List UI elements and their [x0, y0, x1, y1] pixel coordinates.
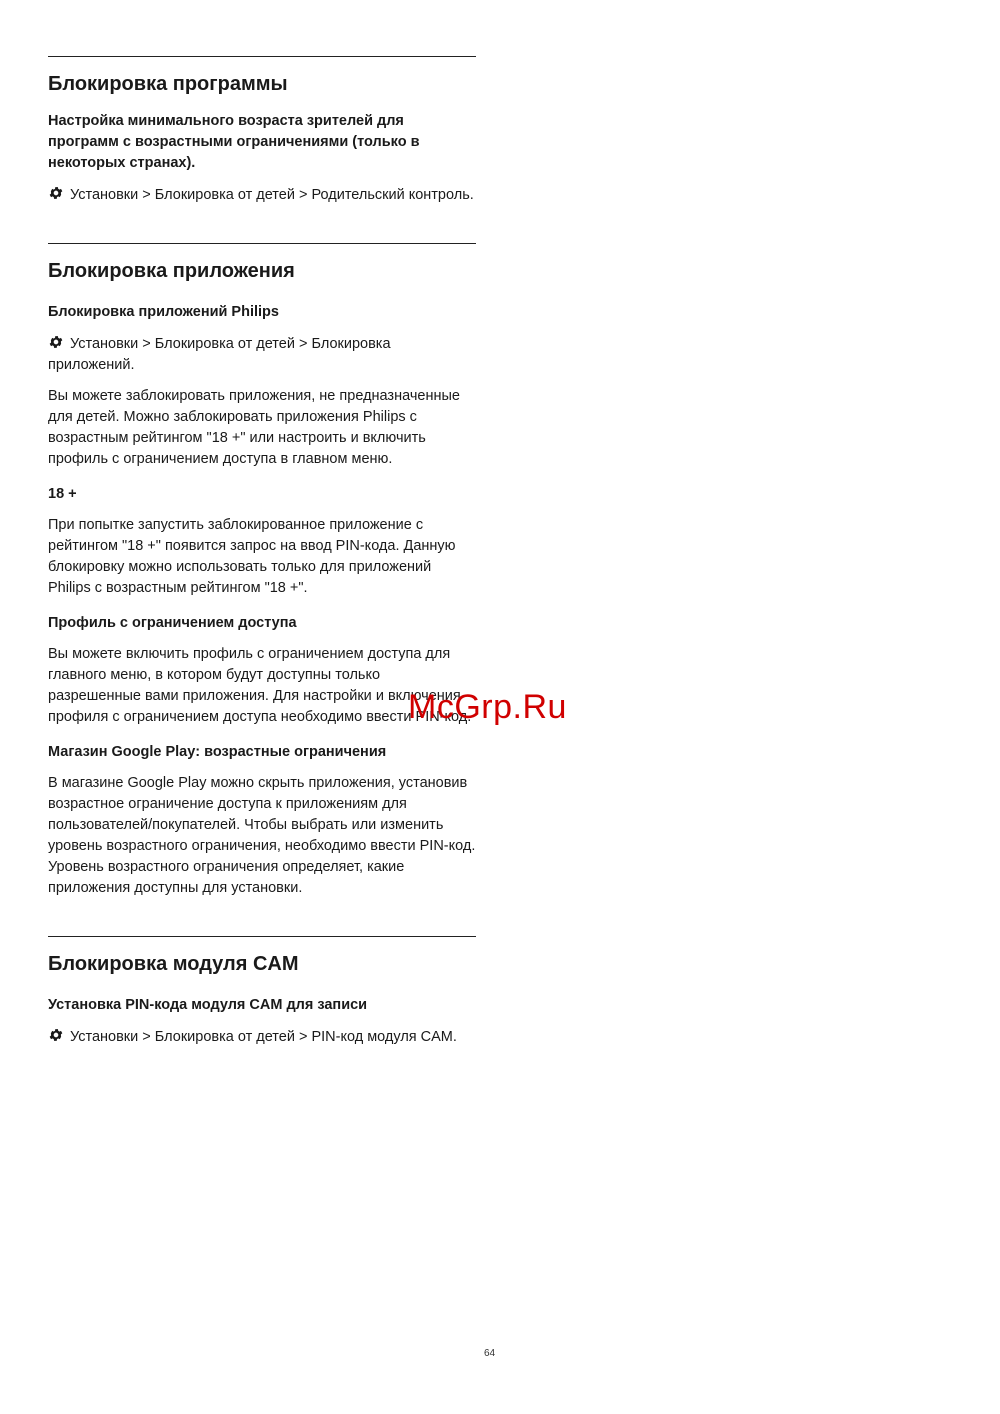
subsection-title-profile: Профиль с ограничением доступа	[48, 615, 297, 631]
section-program-lock	[48, 56, 476, 206]
settings-path	[48, 1027, 476, 1048]
section-subtitle: Установка PIN-кода модуля CAM для записи	[48, 997, 368, 1013]
page-content	[48, 56, 476, 1048]
section-divider	[48, 243, 476, 244]
gear-icon	[48, 334, 64, 350]
gear-icon	[48, 185, 64, 201]
section-title: Блокировка модуля CAM	[48, 953, 299, 975]
page-number: 64	[484, 1348, 496, 1359]
section-divider	[48, 936, 476, 937]
section-title: Блокировка приложения	[48, 260, 295, 282]
settings-path	[48, 334, 476, 376]
section-app-lock	[48, 243, 476, 899]
section-title: Блокировка программы	[48, 73, 288, 95]
section-cam-lock	[48, 936, 476, 1048]
settings-path-text: Установки > Блокировка от детей > Родительский контроль.	[70, 187, 474, 203]
subsection-title-18: 18 +	[48, 486, 77, 502]
section-divider	[48, 56, 476, 57]
intro-paragraph: Вы можете заблокировать приложения, не предназначенные для детей. Можно заблокировать приложения Philips с возрастным рейтингом "18 +" или настроить и включить профиль с ограничением доступа в главном меню.	[48, 388, 460, 467]
paragraph-google: В магазине Google Play можно скрыть приложения, установив возрастное ограничение доступа к приложениям для пользователей/покупателей. Чтобы выбрать или изменить уровень возрастного ограничения, необходимо ввести PIN-код. Уровень возрастного ограничения определяет, какие приложения доступны для установки.	[48, 775, 476, 896]
section-subtitle: Блокировка приложений Philips	[48, 304, 279, 320]
subsection-title-google: Магазин Google Play: возрастные ограничения	[48, 744, 387, 760]
settings-path-text: Установки > Блокировка от детей > PIN-код модуля CAM.	[70, 1029, 457, 1045]
paragraph-18: При попытке запустить заблокированное приложение с рейтингом "18 +" появится запрос на ввод PIN-кода. Данную блокировку можно использовать только для приложений Philips с возрастным рейтингом "18 +".	[48, 517, 456, 596]
paragraph-profile: Вы можете включить профиль с ограничением доступа для главного меню, в котором будут доступны только разрешенные вами приложения. Для настройки и включения профиля с ограничением доступа необходимо ввести PIN-код.	[48, 646, 472, 725]
settings-path-text: Установки > Блокировка от детей > Блокировка приложений.	[48, 336, 391, 373]
section-subtitle: Настройка минимального возраста зрителей для программ с возрастными ограничениями (только в некоторых странах).	[48, 113, 420, 171]
watermark-text: McGrp.Ru	[408, 688, 567, 726]
settings-path	[48, 185, 476, 206]
gear-icon	[48, 1027, 64, 1043]
